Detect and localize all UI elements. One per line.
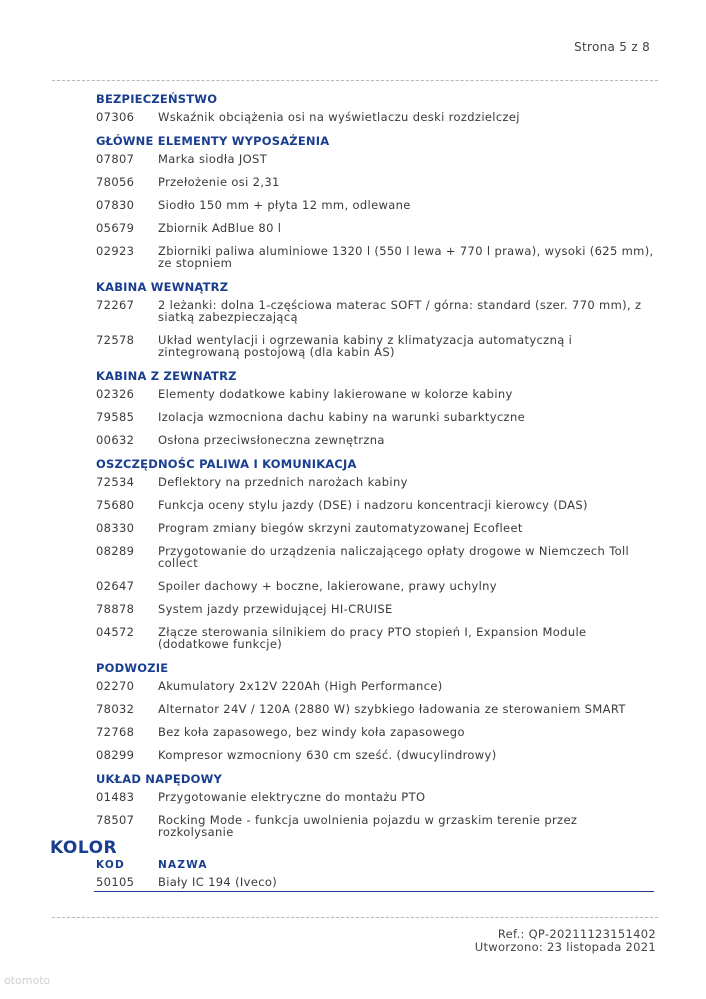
item-code: 08289 [96,544,135,558]
watermark-logo: otomoto [4,974,51,987]
item-code: 00632 [96,433,135,447]
item-description: Spoiler dachowy + boczne, lakierowane, prawy uchylny [158,579,497,593]
color-section-title: KOLOR [50,838,118,858]
list-item [96,411,656,423]
item-code: 08299 [96,748,135,762]
item-code: 75680 [96,498,135,512]
item-code: 78507 [96,813,135,827]
item-code: 07807 [96,152,135,166]
section-title: PODWOZIE [96,661,169,675]
list-item [96,522,656,534]
color-name: Biały IC 194 (Iveco) [158,875,278,889]
list-item [96,388,656,400]
list-item [96,749,656,761]
list-item [96,199,656,211]
item-code: 04572 [96,625,135,639]
item-code: 01483 [96,790,135,804]
item-description: Złącze sterowania silnikiem do pracy PTO stopień I, Expansion Module (dodatkowe funkcje) [158,625,587,651]
item-code: 78056 [96,175,135,189]
section [96,92,656,123]
footer-created: Utworzono: 23 listopada 2021 [474,940,656,954]
item-description: Izolacja wzmocniona dachu kabiny na warunki subarktyczne [158,410,526,424]
list-item [96,580,656,592]
section [96,280,656,358]
item-description: Zbiorniki paliwa aluminiowe 1320 l (550 l lewa + 770 l prawa), wysoki (625 mm), ze stopniem [158,244,654,270]
list-item [96,603,656,615]
item-description: Układ wentylacji i ogrzewania kabiny z klimatyzacja automatyczną i zintegrowaną postojową (dla kabin AS) [158,333,573,359]
list-item [96,545,656,569]
item-description: Kompresor wzmocniony 630 cm sześć. (dwucylindrowy) [158,748,497,762]
list-item [96,680,656,692]
item-code: 08330 [96,521,135,535]
item-description: Marka siodła JOST [158,152,268,166]
color-table-header [96,859,208,871]
item-description: Akumulatory 2x12V 220Ah (High Performance) [158,679,443,693]
section-title: BEZPIECZEŃSTWO [96,92,218,106]
list-item [96,334,656,358]
color-table-row [96,875,277,889]
item-description: Wskaźnik obciążenia osi na wyświetlaczu deski rozdzielczej [158,110,520,124]
list-item [96,703,656,715]
list-item [96,222,656,234]
section-title: KABINA Z ZEWNATRZ [96,369,237,383]
footer-ref: Ref.: QP-20211123151402 [497,927,656,941]
section [96,772,656,838]
list-item [96,476,656,488]
item-code: 05679 [96,221,135,235]
item-description: Funkcja oceny stylu jazdy (DSE) i nadzoru koncentracji kierowcy (DAS) [158,498,588,512]
list-item [96,626,656,650]
section [96,369,656,446]
item-code: 07830 [96,198,135,212]
item-description: Przygotowanie do urządzenia naliczającego opłaty drogowe w Niemczech Toll collect [158,544,630,570]
item-description: Elementy dodatkowe kabiny lakierowane w kolorze kabiny [158,387,513,401]
equipment-list [96,92,656,849]
item-code: 72267 [96,298,135,312]
section-title: UKŁAD NAPĘDOWY [96,772,223,786]
top-divider [52,80,658,81]
footer [475,928,656,954]
item-code: 78878 [96,602,135,616]
item-code: 02326 [96,387,135,401]
list-item [96,176,656,188]
color-code: 50105 [96,875,135,889]
item-code: 02647 [96,579,135,593]
item-code: 02923 [96,244,135,258]
list-item [96,499,656,511]
section-title: OSZCZĘDNOŚC PALIWA I KOMUNIKACJA [96,457,357,471]
item-description: 2 leżanki: dolna 1-częściowa materac SOFT / górna: standard (szer. 770 mm), z siatką zabezpieczającą [158,298,642,324]
item-description: Zbiornik AdBlue 80 l [158,221,282,235]
section-title: KABINA WEWNĄTRZ [96,280,229,294]
item-code: 79585 [96,410,135,424]
item-description: Program zmiany biegów skrzyni zautomatyzowanej Ecofleet [158,521,523,535]
section [96,661,656,761]
color-header-name: NAZWA [158,859,208,871]
item-description: Alternator 24V / 120A (2880 W) szybkiego ładowania ze sterowaniem SMART [158,702,626,716]
item-description: Bez koła zapasowego, bez windy koła zapasowego [158,725,465,739]
list-item [96,726,656,738]
item-code: 78032 [96,702,135,716]
color-table-rule [94,891,654,892]
item-description: Przygotowanie elektryczne do montażu PTO [158,790,426,804]
section [96,134,656,269]
list-item [96,153,656,165]
list-item [96,111,656,123]
section-title: GŁÓWNE ELEMENTY WYPOSAŻENIA [96,134,330,148]
list-item [96,434,656,446]
item-code: 02270 [96,679,135,693]
item-code: 72534 [96,475,135,489]
item-code: 72768 [96,725,135,739]
item-description: Siodło 150 mm + płyta 12 mm, odlewane [158,198,411,212]
item-description: Rocking Mode - funkcja uwolnienia pojazdu w grzaskim terenie przez rozkolysanie [158,813,578,839]
item-description: Deflektory na przednich narożach kabiny [158,475,408,489]
item-description: System jazdy przewidującej HI-CRUISE [158,602,393,616]
color-header-code: KOD [96,859,125,871]
item-code: 72578 [96,333,135,347]
item-description: Przełożenie osi 2,31 [158,175,280,189]
item-code: 07306 [96,110,135,124]
list-item [96,814,656,838]
item-description: Osłona przeciwsłoneczna zewnętrzna [158,433,385,447]
section [96,457,656,650]
list-item [96,791,656,803]
page-number: Strona 5 z 8 [574,40,650,54]
list-item [96,299,656,323]
list-item [96,245,656,269]
bottom-divider [52,917,658,918]
